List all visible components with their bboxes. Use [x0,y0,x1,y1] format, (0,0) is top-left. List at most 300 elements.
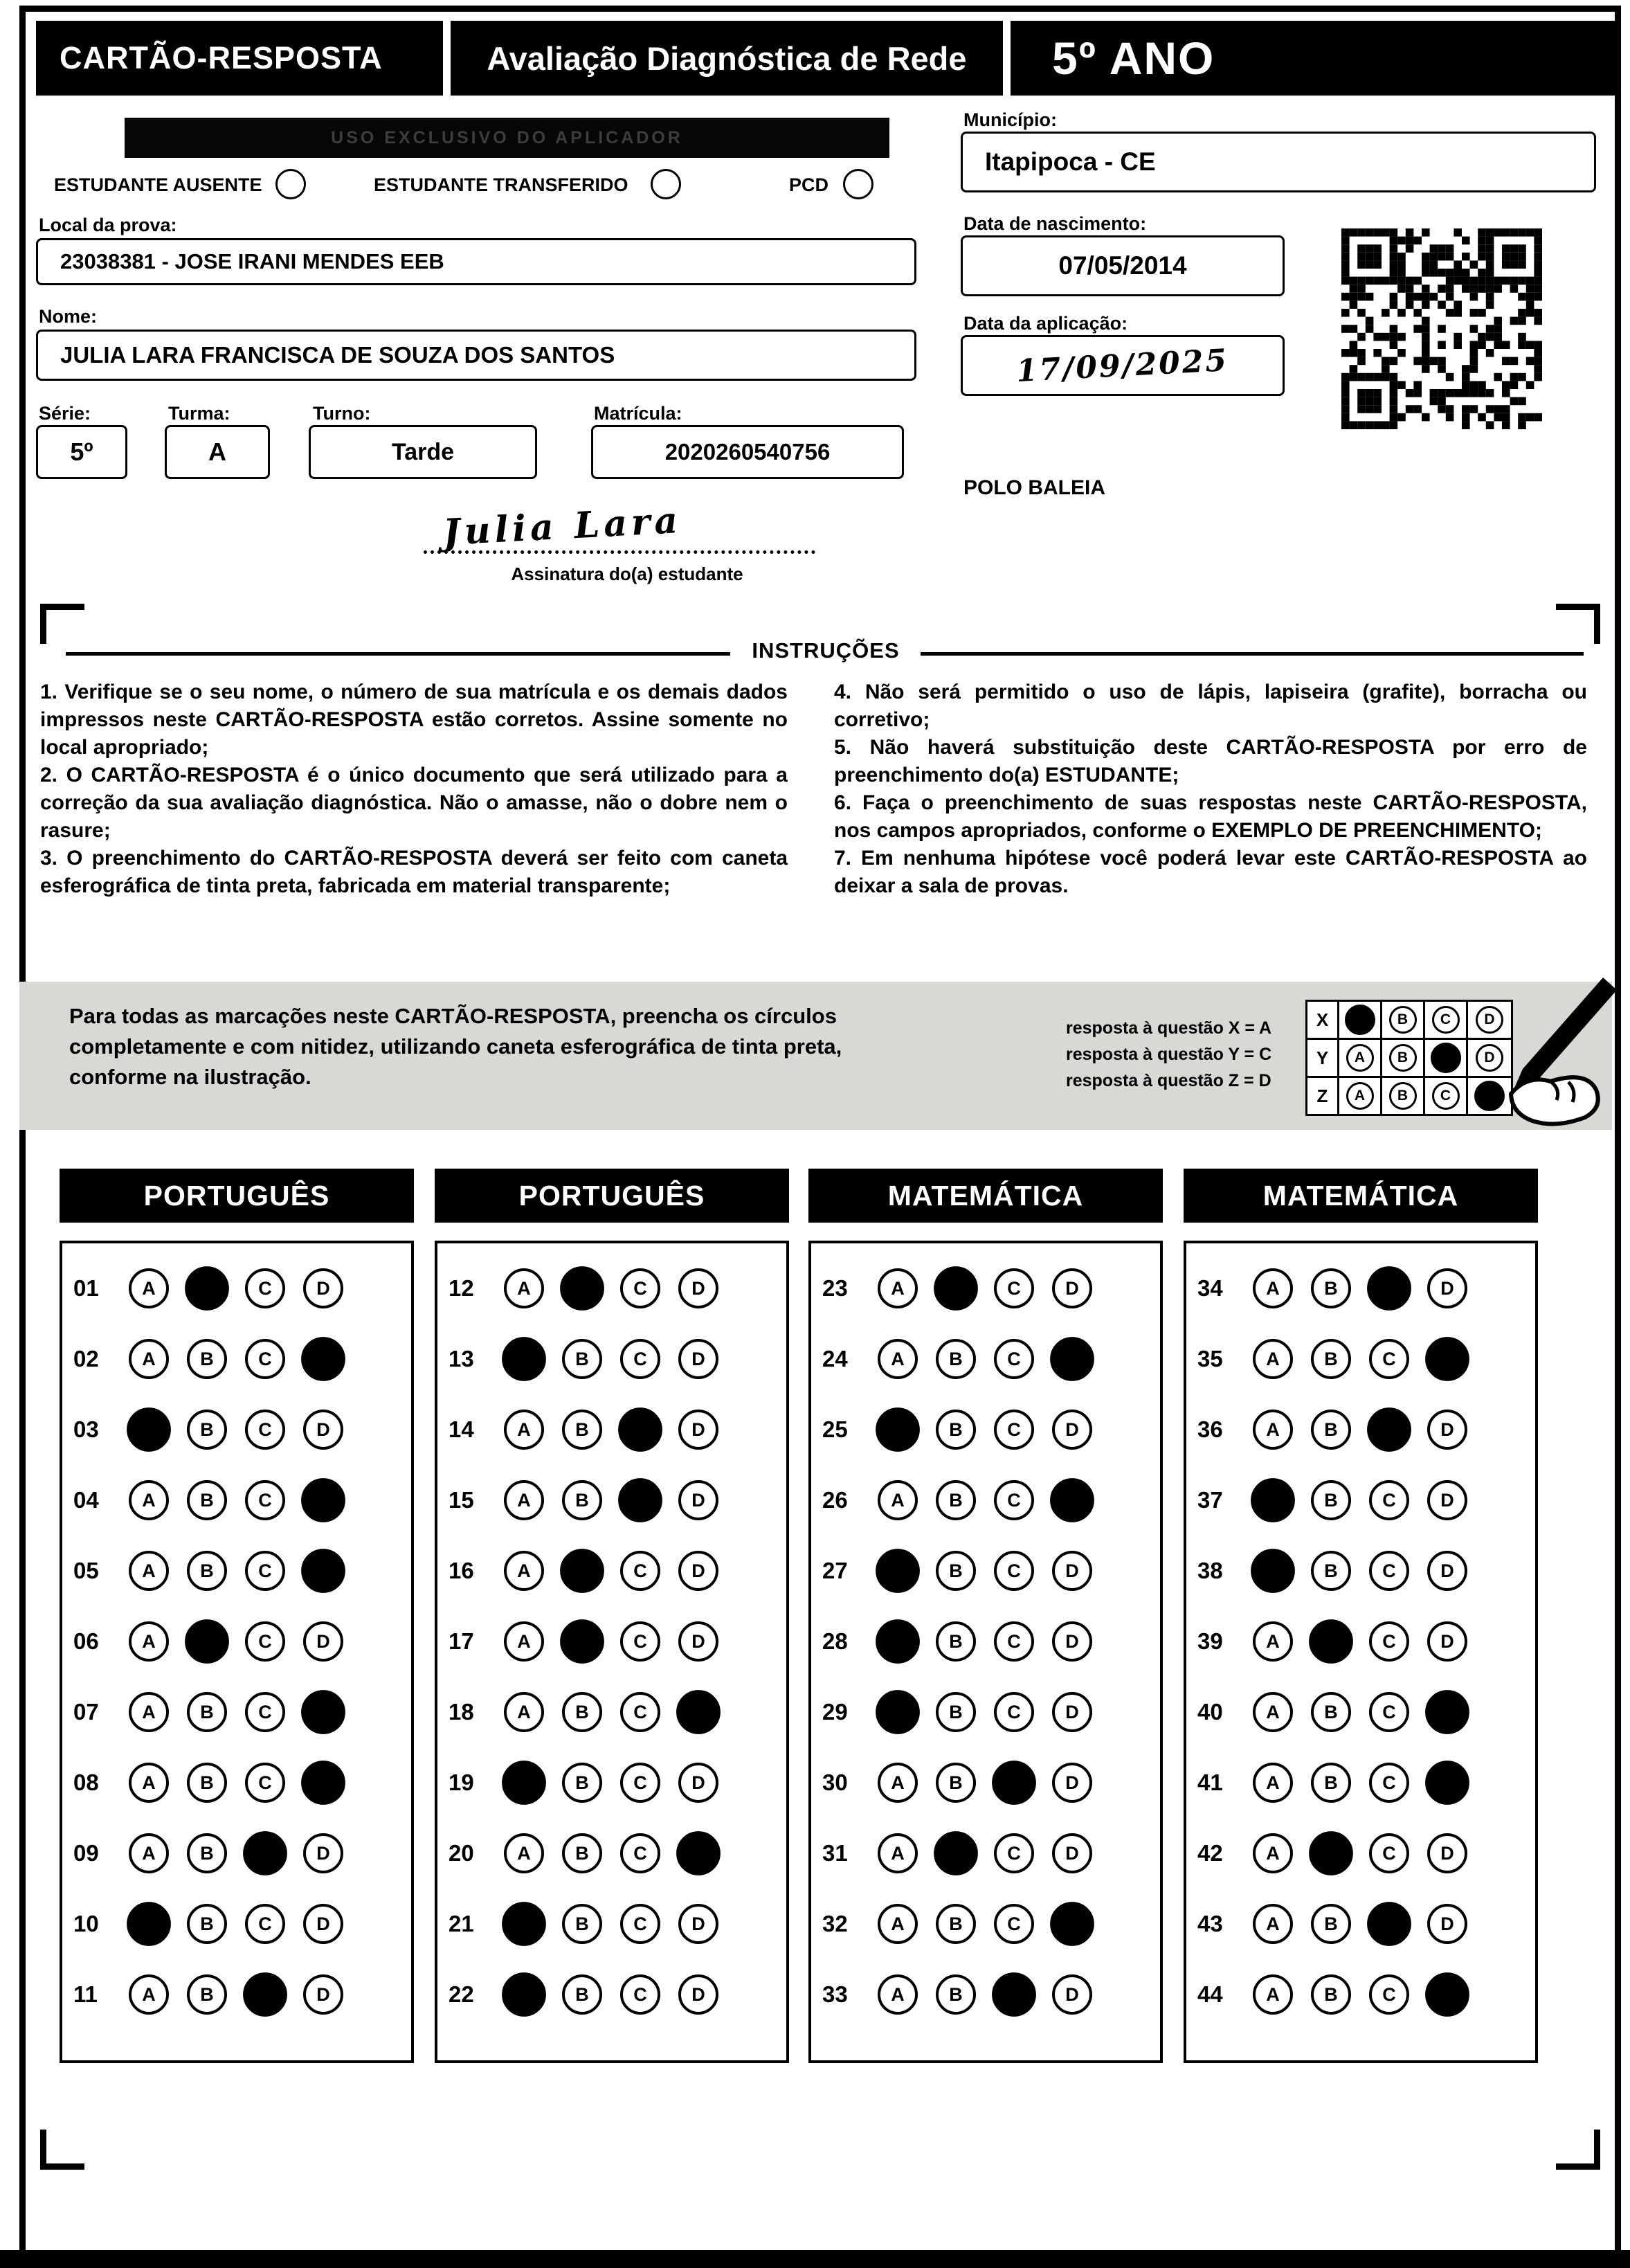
answer-bubble-15-B[interactable]: B [562,1480,602,1520]
question-row-16 [437,1536,786,1606]
answer-bubble-32-D-filled[interactable] [1050,1902,1094,1946]
question-row-30 [811,1747,1160,1818]
question-row-37 [1186,1465,1535,1536]
question-number: 16 [449,1558,474,1583]
example-answer-line: resposta à questão Z = D [1066,1071,1271,1090]
question-number: 35 [1197,1346,1223,1371]
data-aplicacao-handwritten: 17/09/2025 [1015,342,1230,389]
question-row-13 [437,1324,786,1394]
answer-bubble-32-C[interactable]: C [994,1904,1034,1944]
question-row-26 [811,1465,1160,1536]
question-row-14 [437,1394,786,1465]
answer-bubble-07-B[interactable]: B [187,1692,227,1732]
serie-box [36,425,127,479]
answer-bubble-36-A[interactable]: A [1253,1410,1293,1450]
question-number: 17 [449,1628,474,1654]
answer-bubble-44-A[interactable]: A [1253,1974,1293,2015]
answer-bubble-35-C[interactable]: C [1369,1339,1409,1379]
question-number: 44 [1197,1981,1223,2007]
example-cell [1382,1002,1425,1038]
answer-bubble-39-D[interactable]: D [1427,1621,1467,1662]
question-row-35 [1186,1324,1535,1394]
answer-bubble-09-B[interactable]: B [187,1833,227,1873]
answer-section-matematica-2 [1184,1169,1538,2063]
question-row-11 [62,1959,411,2030]
instruction-item: 5. Não haverá substituição deste CARTÃO-RESPOSTA por erro de preenchimento do(a) ESTUDANTE; [834,736,1587,786]
answer-bubble-23-C[interactable]: C [994,1268,1034,1308]
example-cell [1382,1078,1425,1114]
answer-bubble-35-A[interactable]: A [1253,1339,1293,1379]
answer-bubble-43-B[interactable]: B [1311,1904,1351,1944]
answer-bubble-09-A[interactable]: A [129,1833,169,1873]
answer-bubble-06-C[interactable]: C [245,1621,285,1662]
estudante-transferido-label: ESTUDANTE TRANSFERIDO [374,174,628,195]
corner-mark-top-left [40,604,84,644]
example-row-label: X [1307,1002,1339,1038]
answer-bubble-42-D[interactable]: D [1427,1833,1467,1873]
answer-bubble-17-D[interactable]: D [678,1621,718,1662]
answer-bubble-28-A-filled[interactable] [876,1619,920,1664]
question-number: 39 [1197,1628,1223,1654]
instructions-title: INSTRUÇÕES [752,638,900,663]
answer-bubble-30-B[interactable]: B [936,1763,976,1803]
answer-bubble-33-A[interactable]: A [878,1974,918,2015]
answer-bubble-38-D[interactable]: D [1427,1551,1467,1591]
answer-bubble-01-D[interactable]: D [303,1268,343,1308]
answer-bubble-40-A[interactable]: A [1253,1692,1293,1732]
answer-bubble-13-C[interactable]: C [620,1339,660,1379]
answer-bubble-04-D-filled[interactable] [301,1478,345,1522]
question-number: 31 [822,1840,848,1866]
answer-bubble-21-D[interactable]: D [678,1904,718,1944]
question-number: 37 [1197,1487,1223,1513]
answer-bubble-22-A-filled[interactable] [502,1972,546,2017]
answer-bubble-27-D[interactable]: D [1052,1551,1092,1591]
answer-bubble-25-A-filled[interactable] [876,1407,920,1452]
question-number: 09 [73,1840,99,1866]
question-number: 21 [449,1911,474,1936]
answer-bubble-24-C[interactable]: C [994,1339,1034,1379]
question-row-33 [811,1959,1160,2030]
answer-bubble-23-A[interactable]: A [878,1268,918,1308]
answer-bubble-20-D-filled[interactable] [676,1831,721,1875]
answer-bubble-06-A[interactable]: A [129,1621,169,1662]
answer-bubble-14-C-filled[interactable] [618,1407,662,1452]
answer-bubble-36-C-filled[interactable] [1367,1407,1411,1452]
example-row-label: Y [1307,1040,1339,1076]
answer-bubble-29-B[interactable]: B [936,1692,976,1732]
answer-bubble-28-B[interactable]: B [936,1621,976,1662]
data-nascimento-value: 07/05/2014 [1058,251,1187,280]
answer-bubble-42-C[interactable]: C [1369,1833,1409,1873]
example-bubble-X-B: B [1389,1006,1417,1034]
question-row-15 [437,1465,786,1536]
answer-bubble-09-C-filled[interactable] [243,1831,287,1875]
answer-bubble-20-C[interactable]: C [620,1833,660,1873]
answer-bubble-02-C[interactable]: C [245,1339,285,1379]
answer-bubble-01-C[interactable]: C [245,1268,285,1308]
question-row-20 [437,1818,786,1889]
answer-bubble-44-B[interactable]: B [1311,1974,1351,2015]
question-row-21 [437,1889,786,1959]
answer-bubble-12-A[interactable]: A [504,1268,544,1308]
answer-bubble-18-B[interactable]: B [562,1692,602,1732]
answer-bubble-09-D[interactable]: D [303,1833,343,1873]
answer-bubble-21-C[interactable]: C [620,1904,660,1944]
answer-bubble-19-A-filled[interactable] [502,1761,546,1805]
fill-notice-text: Para todas as marcações neste CARTÃO-RESPOSTA, preencha os círculos completamente e com nitidez, utilizando caneta esferográfica de tinta preta, conforme na ilustração. [69,1004,842,1089]
question-number: 30 [822,1770,848,1795]
answer-bubble-32-B[interactable]: B [936,1904,976,1944]
question-number: 23 [822,1275,848,1301]
answer-bubble-39-C[interactable]: C [1369,1621,1409,1662]
answer-bubble-10-D[interactable]: D [303,1904,343,1944]
answer-bubble-16-A[interactable]: A [504,1551,544,1591]
local-da-prova-box [36,238,916,285]
answer-bubble-08-C[interactable]: C [245,1763,285,1803]
answer-bubble-02-D-filled[interactable] [301,1337,345,1381]
estudante-ausente-label: ESTUDANTE AUSENTE [54,174,262,195]
answer-bubble-23-B-filled[interactable] [934,1266,978,1311]
answer-bubble-34-B[interactable]: B [1311,1268,1351,1308]
example-cell [1339,1040,1382,1076]
question-number: 05 [73,1558,99,1583]
answer-bubble-35-B[interactable]: B [1311,1339,1351,1379]
answer-bubble-18-A[interactable]: A [504,1692,544,1732]
question-row-28 [811,1606,1160,1677]
answer-bubble-12-B-filled[interactable] [560,1266,604,1311]
question-number: 06 [73,1628,99,1654]
grade-label: 5º ANO [1011,21,1615,96]
question-number: 04 [73,1487,99,1513]
question-number: 08 [73,1770,99,1795]
answer-bubble-17-B-filled[interactable] [560,1619,604,1664]
answer-bubble-33-C-filled[interactable] [992,1972,1036,2017]
answer-bubble-16-B-filled[interactable] [560,1549,604,1593]
example-answer-key [1066,1015,1271,1094]
answer-bubble-31-A[interactable]: A [878,1833,918,1873]
answer-bubble-18-C[interactable]: C [620,1692,660,1732]
question-row-39 [1186,1606,1535,1677]
answer-bubble-34-A[interactable]: A [1253,1268,1293,1308]
example-bubble-Z-C: C [1432,1082,1460,1110]
answer-bubble-30-A[interactable]: A [878,1763,918,1803]
answer-bubble-21-A-filled[interactable] [502,1902,546,1946]
answer-bubble-39-A[interactable]: A [1253,1621,1293,1662]
example-row-label: Z [1307,1078,1339,1114]
answer-bubble-08-B[interactable]: B [187,1763,227,1803]
example-bubble-Y-D: D [1476,1044,1503,1072]
question-row-09 [62,1818,411,1889]
answer-bubble-40-C[interactable]: C [1369,1692,1409,1732]
serie-value: 5º [70,438,93,466]
answer-bubble-03-B[interactable]: B [187,1410,227,1450]
answer-grid [808,1241,1163,2063]
question-number: 03 [73,1416,99,1442]
answer-bubble-24-A[interactable]: A [878,1339,918,1379]
answer-bubble-36-D[interactable]: D [1427,1410,1467,1450]
answer-bubble-10-B[interactable]: B [187,1904,227,1944]
answer-bubble-38-C[interactable]: C [1369,1551,1409,1591]
answer-bubble-11-A[interactable]: A [129,1974,169,2015]
answer-bubble-40-B[interactable]: B [1311,1692,1351,1732]
answer-bubble-22-C[interactable]: C [620,1974,660,2015]
fill-notice-band [19,982,1612,1130]
answer-section-portugues-1 [60,1169,414,2063]
answer-bubble-12-C[interactable]: C [620,1268,660,1308]
answer-bubble-36-B[interactable]: B [1311,1410,1351,1450]
answer-bubble-43-D[interactable]: D [1427,1904,1467,1944]
pcd-label: PCD [789,174,829,195]
answer-bubble-01-B-filled[interactable] [185,1266,229,1311]
instruction-item: 3. O preenchimento do CARTÃO-RESPOSTA deverá ser feito com caneta esferográfica de tinta preta, fabricada em material transparente; [40,847,788,897]
question-number: 24 [822,1346,848,1371]
answer-bubble-04-B[interactable]: B [187,1480,227,1520]
answer-bubble-02-A[interactable]: A [129,1339,169,1379]
answer-bubble-10-A-filled[interactable] [127,1902,171,1946]
question-row-32 [811,1889,1160,1959]
question-number: 10 [73,1911,99,1936]
corner-mark-top-right [1556,604,1600,644]
answer-bubble-07-A[interactable]: A [129,1692,169,1732]
answer-bubble-01-A[interactable]: A [129,1268,169,1308]
instructions-left [40,678,788,900]
answer-bubble-33-B[interactable]: B [936,1974,976,2015]
question-number: 38 [1197,1558,1223,1583]
question-number: 25 [822,1416,848,1442]
answer-bubble-34-C-filled[interactable] [1367,1266,1411,1311]
question-row-02 [62,1324,411,1394]
answer-section-matematica-1 [808,1169,1163,2063]
example-cell [1339,1078,1382,1114]
answer-bubble-23-D[interactable]: D [1052,1268,1092,1308]
answer-bubble-17-C[interactable]: C [620,1621,660,1662]
answer-grid [435,1241,789,2063]
question-row-07 [62,1677,411,1747]
matricula-label: Matrícula: [594,403,682,424]
answer-bubble-14-D[interactable]: D [678,1410,718,1450]
answer-bubble-38-A-filled[interactable] [1251,1549,1295,1593]
question-number: 42 [1197,1840,1223,1866]
answer-bubble-13-D[interactable]: D [678,1339,718,1379]
answer-bubble-10-C[interactable]: C [245,1904,285,1944]
answer-bubble-32-A[interactable]: A [878,1904,918,1944]
answer-bubble-19-C[interactable]: C [620,1763,660,1803]
answer-bubble-19-D[interactable]: D [678,1763,718,1803]
answer-bubble-19-B[interactable]: B [562,1763,602,1803]
data-aplicacao-label: Data da aplicação: [963,313,1128,334]
matricula-value: 2020260540756 [664,439,831,465]
question-row-34 [1186,1253,1535,1324]
answer-bubble-18-D-filled[interactable] [676,1690,721,1734]
answer-bubble-06-D[interactable]: D [303,1621,343,1662]
polo-label: POLO BALEIA [963,476,1106,499]
answer-bubble-12-D[interactable]: D [678,1268,718,1308]
answer-bubble-41-C[interactable]: C [1369,1763,1409,1803]
answer-bubble-44-D-filled[interactable] [1425,1972,1469,2017]
answer-bubble-03-A-filled[interactable] [127,1407,171,1452]
answer-bubble-27-B[interactable]: B [936,1551,976,1591]
estudante-transferido-bubble[interactable] [651,169,681,199]
answer-bubble-13-A-filled[interactable] [502,1337,546,1381]
answer-bubble-42-B-filled[interactable] [1309,1831,1353,1875]
answer-bubble-07-C[interactable]: C [245,1692,285,1732]
question-row-12 [437,1253,786,1324]
answer-bubble-26-A[interactable]: A [878,1480,918,1520]
question-row-01 [62,1253,411,1324]
answer-bubble-39-B-filled[interactable] [1309,1619,1353,1664]
answer-bubble-16-D[interactable]: D [678,1551,718,1591]
question-row-44 [1186,1959,1535,2030]
question-row-25 [811,1394,1160,1465]
answer-bubble-28-D[interactable]: D [1052,1621,1092,1662]
answer-bubble-24-B[interactable]: B [936,1339,976,1379]
answer-bubble-15-D[interactable]: D [678,1480,718,1520]
answer-bubble-41-D-filled[interactable] [1425,1761,1469,1805]
question-row-05 [62,1536,411,1606]
example-answer-line: resposta à questão X = A [1066,1018,1272,1038]
estudante-ausente-bubble[interactable] [275,169,306,199]
answer-bubble-22-D[interactable]: D [678,1974,718,2015]
answer-bubble-25-D[interactable]: D [1052,1410,1092,1450]
answer-bubble-20-B[interactable]: B [562,1833,602,1873]
question-number: 15 [449,1487,474,1513]
answer-bubble-30-C-filled[interactable] [992,1761,1036,1805]
answer-bubble-37-B[interactable]: B [1311,1480,1351,1520]
answer-bubble-37-C[interactable]: C [1369,1480,1409,1520]
instruction-item: 7. Em nenhuma hipótese você poderá levar este CARTÃO-RESPOSTA ao deixar a sala de provas. [834,847,1587,897]
answer-bubble-05-C[interactable]: C [245,1551,285,1591]
answer-bubble-27-C[interactable]: C [994,1551,1034,1591]
instruction-item: 2. O CARTÃO-RESPOSTA é o único documento que será utilizado para a correção da sua avaliação diagnóstica. Não o amasse, não o dobre nem o rasure; [40,764,788,842]
answer-bubble-29-C[interactable]: C [994,1692,1034,1732]
answer-bubble-31-D[interactable]: D [1052,1833,1092,1873]
answer-bubble-42-A[interactable]: A [1253,1833,1293,1873]
answer-bubble-15-A[interactable]: A [504,1480,544,1520]
answer-bubble-43-A[interactable]: A [1253,1904,1293,1944]
question-row-40 [1186,1677,1535,1747]
answer-bubble-37-A-filled[interactable] [1251,1478,1295,1522]
question-row-38 [1186,1536,1535,1606]
example-cell [1339,1002,1382,1038]
answer-bubble-26-B[interactable]: B [936,1480,976,1520]
question-row-29 [811,1677,1160,1747]
answer-bubble-40-D-filled[interactable] [1425,1690,1469,1734]
nome-label: Nome: [39,306,98,327]
question-number: 20 [449,1840,474,1866]
answer-bubble-11-C-filled[interactable] [243,1972,287,2017]
answer-bubble-27-A-filled[interactable] [876,1549,920,1593]
question-number: 36 [1197,1416,1223,1442]
answer-bubble-26-C[interactable]: C [994,1480,1034,1520]
section-header: MATEMÁTICA [808,1169,1163,1223]
answer-bubble-14-B[interactable]: B [562,1410,602,1450]
answer-bubble-06-B-filled[interactable] [185,1619,229,1664]
nome-box [36,330,916,381]
answer-bubble-02-B[interactable]: B [187,1339,227,1379]
example-bubble-X-D: D [1476,1006,1503,1034]
turma-label: Turma: [168,403,230,424]
answer-bubble-05-B[interactable]: B [187,1551,227,1591]
answer-bubble-22-B[interactable]: B [562,1974,602,2015]
answer-bubble-21-B[interactable]: B [562,1904,602,1944]
answer-bubble-43-C-filled[interactable] [1367,1902,1411,1946]
question-number: 33 [822,1981,848,2007]
answer-bubble-04-A[interactable]: A [129,1480,169,1520]
answer-bubble-31-B-filled[interactable] [934,1831,978,1875]
answer-section-portugues-2 [435,1169,789,2063]
answer-bubble-08-D-filled[interactable] [301,1761,345,1805]
answer-bubble-20-A[interactable]: A [504,1833,544,1873]
answer-bubble-08-A[interactable]: A [129,1763,169,1803]
example-bubble-Y-B: B [1389,1044,1417,1072]
signature-line[interactable] [424,526,815,554]
answer-bubble-25-C[interactable]: C [994,1410,1034,1450]
answer-bubble-15-C-filled[interactable] [618,1478,662,1522]
question-row-19 [437,1747,786,1818]
question-number: 27 [822,1558,848,1583]
answer-bubble-28-C[interactable]: C [994,1621,1034,1662]
answer-bubble-30-D[interactable]: D [1052,1763,1092,1803]
answer-bubble-35-D-filled[interactable] [1425,1337,1469,1381]
answer-bubble-11-B[interactable]: B [187,1974,227,2015]
answer-bubble-13-B[interactable]: B [562,1339,602,1379]
question-row-10 [62,1889,411,1959]
answer-bubble-03-D[interactable]: D [303,1410,343,1450]
answer-bubble-31-C[interactable]: C [994,1833,1034,1873]
answer-bubble-04-C[interactable]: C [245,1480,285,1520]
question-number: 11 [73,1981,98,2007]
answer-bubble-29-D[interactable]: D [1052,1692,1092,1732]
example-answer-line: resposta à questão Y = C [1066,1045,1272,1064]
answer-bubble-05-D-filled[interactable] [301,1549,345,1593]
answer-bubble-37-D[interactable]: D [1427,1480,1467,1520]
answer-bubble-14-A[interactable]: A [504,1410,544,1450]
answer-grid [1184,1241,1538,2063]
question-number: 22 [449,1981,474,2007]
answer-bubble-17-A[interactable]: A [504,1621,544,1662]
question-number: 26 [822,1487,848,1513]
turma-value: A [208,438,226,466]
municipio-label: Município: [963,109,1057,130]
answer-bubble-03-C[interactable]: C [245,1410,285,1450]
answer-bubble-25-B[interactable]: B [936,1410,976,1450]
answer-bubble-26-D-filled[interactable] [1050,1478,1094,1522]
question-number: 40 [1197,1699,1223,1725]
answer-bubble-24-D-filled[interactable] [1050,1337,1094,1381]
question-number: 29 [822,1699,848,1725]
signature-caption: Assinatura do(a) estudante [511,564,743,584]
answer-bubble-33-D[interactable]: D [1052,1974,1092,2015]
answer-bubble-41-A[interactable]: A [1253,1763,1293,1803]
turno-value: Tarde [391,438,455,465]
example-bubble-Z-A: A [1346,1082,1374,1110]
question-row-03 [62,1394,411,1465]
applicator-bar [125,118,889,158]
question-number: 19 [449,1770,474,1795]
answer-bubble-11-D[interactable]: D [303,1974,343,2015]
answer-bubble-34-D[interactable]: D [1427,1268,1467,1308]
question-number: 41 [1197,1770,1223,1795]
answer-bubble-41-B[interactable]: B [1311,1763,1351,1803]
answer-bubble-29-A-filled[interactable] [876,1690,920,1734]
answer-bubble-44-C[interactable]: C [1369,1974,1409,2015]
answer-bubble-05-A[interactable]: A [129,1551,169,1591]
pcd-bubble[interactable] [843,169,873,199]
answer-bubble-07-D-filled[interactable] [301,1690,345,1734]
answer-bubble-38-B[interactable]: B [1311,1551,1351,1591]
answer-bubble-16-C[interactable]: C [620,1551,660,1591]
